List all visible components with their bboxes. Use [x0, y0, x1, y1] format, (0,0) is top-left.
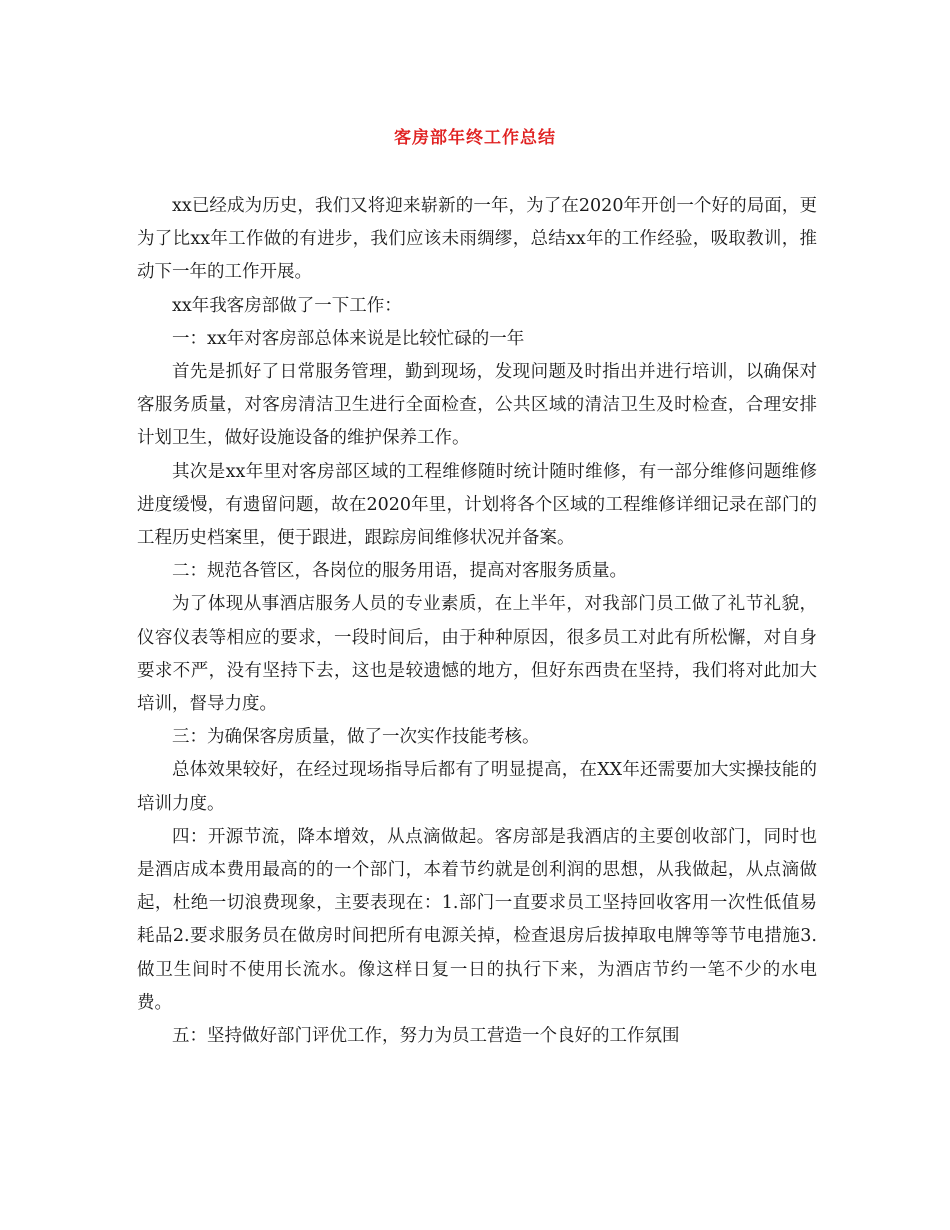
section-heading-4: 四：开源节流，降本增效，从点滴做起。客房部是我酒店的主要创收部门，同时也是酒店成本费用最高的的一个部门，本着节约就是创利润的思想，从我做起，从点滴做起，杜绝一切浪费现象，主要表现在：1.部门一直要求员工坚持回收客用一次性低值易耗品2.要求服务员在做房时间把所有电源关掉，检查退房后拔掉取电牌等等节电措施3.做卫生间时不使用长流水。像这样日复一日的执行下来，为酒店节约一笔不少的水电费。: [137, 826, 817, 1013]
paragraph-work-list-heading: xx年我客房部做了一下工作：: [172, 295, 402, 316]
paragraph-intro: xx已经成为历史，我们又将迎来崭新的一年，为了在2020年开创一个好的局面，更为了比xx年工作做的有进步，我们应该未雨绸缪，总结xx年的工作经验，吸取教训，推动下一年的工作开展。: [137, 196, 817, 283]
section-heading-3: 三：为确保客房质量，做了一次实作技能考核。: [172, 727, 540, 748]
document-body: [137, 190, 817, 1053]
section-heading-1: 一：xx年对客房部总体来说是比较忙碌的一年: [172, 328, 525, 349]
paragraph-daily-management: 首先是抓好了日常服务管理，勤到现场，发现问题及时指出并进行培训，以确保对客服务质量，对客房清洁卫生进行全面检查，公共区域的清洁卫生及时检查，合理安排计划卫生，做好设施设备的维护保养工作。: [137, 362, 817, 449]
section-heading-5: 五：坚持做好部门评优工作，努力为员工营造一个良好的工作氛围: [172, 1026, 680, 1047]
section-heading-2: 二：规范各管区，各岗位的服务用语，提高对客服务质量。: [172, 561, 627, 582]
paragraph-maintenance: 其次是xx年里对客房部区域的工程维修随时统计随时维修，有一部分维修问题维修进度缓慢，有遗留问题，故在2020年里，计划将各个区域的工程维修详细记录在部门的工程历史档案里，便于跟进，跟踪房间维修状况并备案。: [137, 461, 817, 549]
paragraph-service-etiquette: 为了体现从事酒店服务人员的专业素质，在上半年，对我部门员工做了礼节礼貌，仪容仪表等相应的要求，一段时间后，由于种种原因，很多员工对此有所松懈，对自身要求不严，没有坚持下去，这也是较遗憾的地方，但好东西贵在坚持，我们将对此加大培训，督导力度。: [137, 594, 817, 715]
paragraph-skill-assessment: 总体效果较好，在经过现场指导后都有了明显提高，在XX年还需要加大实操技能的培训力度。: [137, 760, 817, 814]
document-title: 客房部年终工作总结: [394, 128, 556, 148]
